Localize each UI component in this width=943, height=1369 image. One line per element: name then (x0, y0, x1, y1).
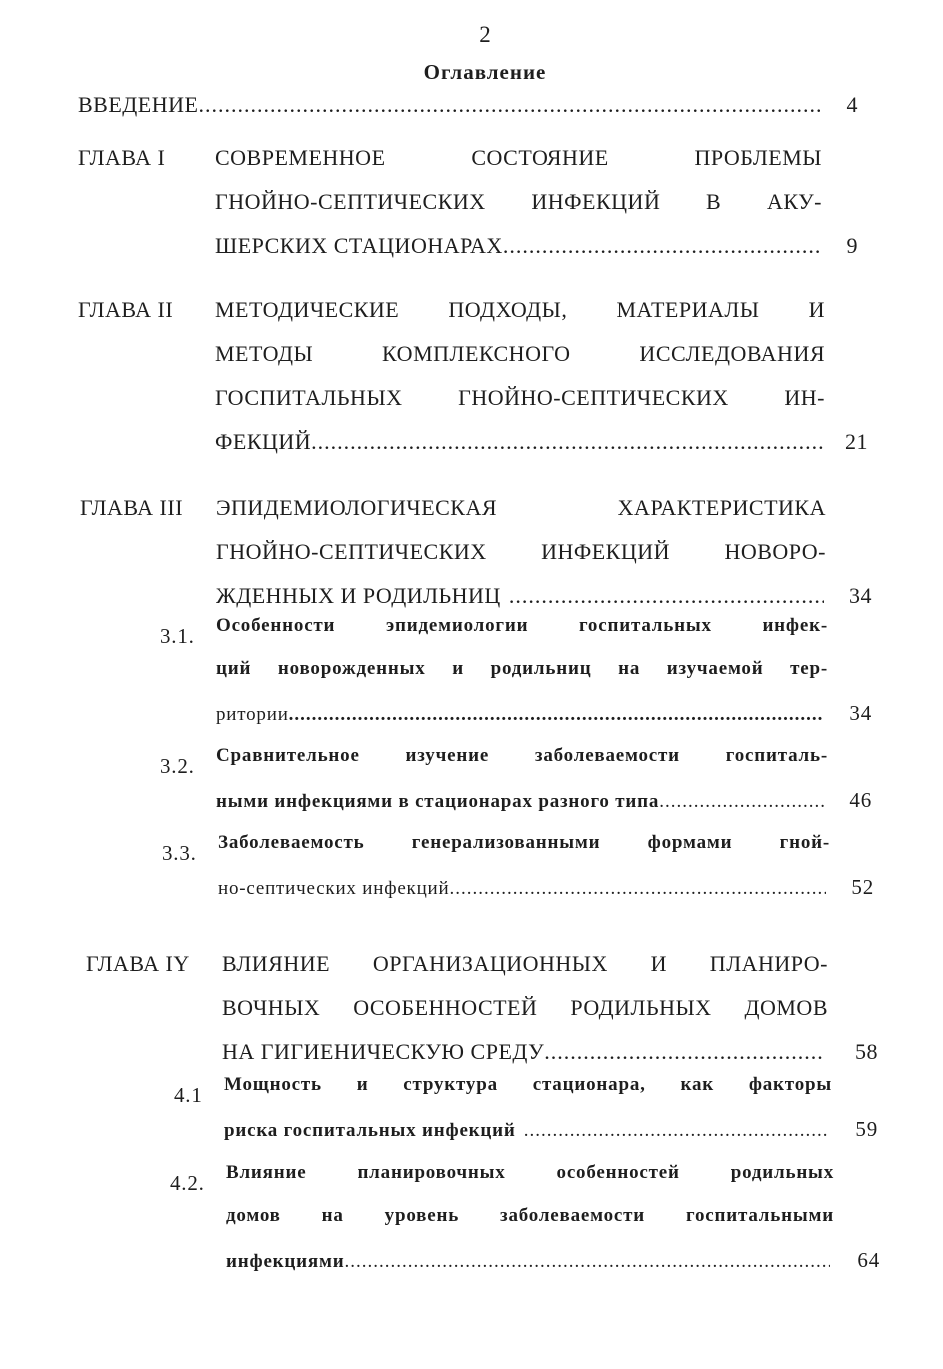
dot-leader (509, 574, 824, 618)
dot-leader (198, 92, 820, 118)
entry-line (218, 832, 874, 875)
toc-entry-section-3-3[interactable] (162, 832, 874, 918)
dot-leader (289, 704, 824, 726)
entry-text: ФЕКЦИЙ (215, 429, 312, 454)
entry-line (215, 136, 858, 180)
entry-text: ШЕРСКИХ СТАЦИОНАРАХ (215, 233, 503, 258)
toc-entry-section-3-2[interactable] (160, 745, 872, 831)
entry-text: Особенности эпидемиологии госпитальных инфек- (216, 615, 828, 636)
entry-text: ЭПИДЕМИОЛОГИЧЕСКАЯ ХАРАКТЕРИСТИКА (216, 495, 826, 520)
dot-leader (659, 791, 824, 813)
entry-text: Влияние планировочных особенностей родильных (226, 1162, 834, 1183)
dot-leader (544, 1030, 824, 1074)
toc-entry-intro[interactable] (78, 92, 858, 136)
entry-text: ВЛИЯНИЕ ОРГАНИЗАЦИОННЫХ И ПЛАНИРО- (222, 951, 828, 976)
entry-page: 34 (849, 701, 872, 725)
toc-entry-section-4-1[interactable] (170, 1074, 878, 1160)
entry-page: 46 (849, 788, 872, 812)
entry-line (216, 658, 872, 701)
entry-text: Сравнительное изучение заболеваемости госпиталь- (216, 745, 828, 766)
dot-leader (503, 224, 820, 268)
chapter-label: ГЛАВА IY (86, 951, 190, 976)
entry-text: МЕТОДИЧЕСКИЕ ПОДХОДЫ, МАТЕРИАЛЫ И (215, 297, 825, 322)
chapter-label: ГЛАВА III (80, 495, 184, 520)
entry-line (215, 376, 868, 420)
entry-line (224, 1117, 878, 1160)
entry-text: Мощность и структура стационара, как факторы (224, 1074, 832, 1095)
dot-leader (450, 878, 827, 900)
entry-text: СОВРЕМЕННОЕ СОСТОЯНИЕ ПРОБЛЕМЫ (215, 145, 822, 170)
section-label: 4.2. (170, 1171, 205, 1195)
entry-page: 4 (846, 92, 858, 117)
entry-line (215, 420, 868, 464)
entry-line (222, 942, 878, 986)
section-label: 3.1. (160, 624, 195, 648)
entry-line (215, 180, 858, 224)
chapter-label: ГЛАВА II (78, 297, 174, 322)
entry-text: ций новорожденных и родильниц на изучаемой тер- (216, 658, 828, 679)
entry-line (226, 1205, 880, 1248)
entry-line (216, 486, 872, 530)
entry-text: ГНОЙНО-СЕПТИЧЕСКИХ ИНФЕКЦИЙ В АКУ- (215, 189, 822, 214)
entry-text: ВОЧНЫХ ОСОБЕННОСТЕЙ РОДИЛЬНЫХ ДОМОВ (222, 995, 828, 1020)
chapter-label: ГЛАВА I (78, 145, 166, 170)
entry-line (216, 530, 872, 574)
entry-line (222, 1030, 878, 1074)
entry-text: риска госпитальных инфекций (224, 1120, 516, 1141)
entry-line (215, 224, 858, 268)
entry-text: ГОСПИТАЛЬНЫХ ГНОЙНО-СЕПТИЧЕСКИХ ИН- (215, 385, 825, 410)
entry-line (222, 986, 878, 1030)
dot-leader (311, 420, 824, 464)
entry-text: МЕТОДЫ КОМПЛЕКСНОГО ИССЛЕДОВАНИЯ (215, 341, 825, 366)
entry-page: 64 (857, 1248, 880, 1272)
toc-heading: Оглавление (423, 60, 547, 84)
entry-text: Заболеваемость генерализованными формами гной- (218, 832, 830, 853)
entry-text: ГНОЙНО-СЕПТИЧЕСКИХ ИНФЕКЦИЙ НОВОРО- (216, 539, 826, 564)
entry-line (216, 788, 872, 831)
entry-page: 9 (846, 233, 858, 258)
dot-leader (344, 1251, 830, 1273)
entry-line (215, 288, 868, 332)
entry-line (226, 1162, 880, 1205)
entry-title: ВВЕДЕНИЕ (78, 92, 199, 117)
entry-text: домов на уровень заболеваемости госпитальными (226, 1205, 834, 1226)
entry-line (218, 875, 874, 918)
toc-entry-section-3-1[interactable] (160, 615, 872, 744)
toc-entry-chapter-3[interactable] (80, 486, 872, 618)
entry-line (216, 701, 872, 744)
entry-page: 34 (849, 583, 872, 608)
section-label: 4.1 (174, 1083, 203, 1107)
entry-text: ными инфекциями в стационарах разного типа (216, 791, 660, 812)
entry-line (216, 574, 872, 618)
entry-text: ЖДЕННЫХ И РОДИЛЬНИЦ (216, 583, 501, 608)
section-label: 3.3. (162, 841, 197, 865)
entry-page: 58 (855, 1039, 878, 1064)
entry-line (216, 745, 872, 788)
dot-leader (524, 1120, 828, 1142)
section-label: 3.2. (160, 754, 195, 778)
entry-line (224, 1074, 878, 1117)
entry-page: 52 (851, 875, 874, 899)
toc-entry-chapter-1[interactable] (78, 136, 858, 268)
entry-text: инфекциями (226, 1251, 345, 1272)
entry-page: 59 (855, 1117, 878, 1141)
entry-text: но-септических инфекций (218, 878, 450, 899)
toc-entry-section-4-2[interactable] (170, 1162, 880, 1291)
entry-text: НА ГИГИЕНИЧЕСКУЮ СРЕДУ (222, 1039, 545, 1064)
entry-line (216, 615, 872, 658)
entry-line (226, 1248, 880, 1291)
entry-page: 21 (845, 429, 868, 454)
entry-line (215, 332, 868, 376)
page-number: 2 (479, 22, 491, 47)
toc-entry-chapter-2[interactable] (78, 288, 868, 464)
entry-text: ритории (216, 704, 289, 725)
toc-entry-chapter-4[interactable] (86, 942, 878, 1074)
